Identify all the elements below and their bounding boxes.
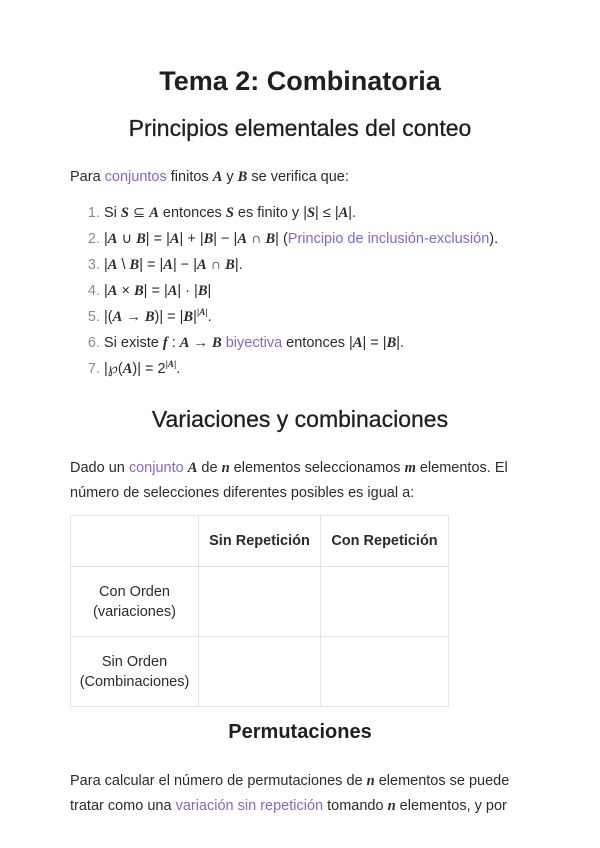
section-heading-principios: Principios elementales del conteo: [128, 115, 472, 141]
table-row: [71, 567, 449, 637]
table-cell: [321, 567, 449, 637]
table-cell: [199, 567, 321, 637]
combinatoria-table: [70, 515, 449, 707]
row-label-cell: Con Orden (variaciones): [71, 567, 199, 637]
list-item: 3. |A \ B| = |A| − |A ∩ B|.: [87, 257, 243, 273]
link-variacion-sin-repeticion[interactable]: variación sin repetición: [175, 798, 324, 814]
principios-list: [70, 201, 560, 383]
permutaciones-intro: Para calcular el número de permutaciones de n elementos se puede tratar como una variación sin repetición tomando n elementos, y por: [70, 773, 510, 814]
row-label-cell: Sin Orden (Combinaciones): [71, 637, 199, 707]
link-conjuntos[interactable]: conjuntos: [104, 169, 167, 185]
table-header-row: [71, 516, 449, 567]
table-cell: [321, 637, 449, 707]
list-item: 5. $|(A \to B)| = |B|^{|A|}$.: [87, 307, 212, 325]
link-conjunto[interactable]: conjunto: [128, 460, 184, 476]
list-item: 1. Si S ⊆ A entonces S es finito y |S| ≤ |A|.: [87, 205, 357, 221]
link-inclusion-exclusion[interactable]: Principio de inclusión-exclusión: [287, 231, 490, 247]
principios-intro: Para conjuntos finitos A y B se verifica que:: [70, 169, 349, 185]
section-heading-permutaciones: Permutaciones: [228, 721, 372, 743]
table-header-cell: [71, 516, 199, 567]
list-item: 2. |A ∪ B| = |A| + |B| − |A ∩ B| (Principio de inclusión-exclusión).: [87, 231, 499, 247]
link-biyectiva[interactable]: biyectiva: [225, 335, 283, 351]
table-cell: [199, 637, 321, 707]
list-item: 4. |A × B| = |A| · |B|: [87, 283, 212, 299]
variaciones-intro: Dado un conjunto A de n elementos seleccionamos m elementos. El número de selecciones diferentes posibles es igual a:: [70, 460, 508, 501]
list-item: 6. Si existe f : A → B biyectiva entonces |A| = |B|.: [87, 335, 405, 351]
page-title: Tema 2: Combinatoria: [159, 66, 441, 96]
table-row: [71, 637, 449, 707]
section-heading-variaciones: Variaciones y combinaciones: [151, 406, 449, 432]
table-header-cell: Con Repetición: [321, 516, 449, 567]
list-item: 7. |℘(A)| = $2^{|A|}$.: [87, 359, 181, 377]
table-header-cell: Sin Repetición: [199, 516, 321, 567]
